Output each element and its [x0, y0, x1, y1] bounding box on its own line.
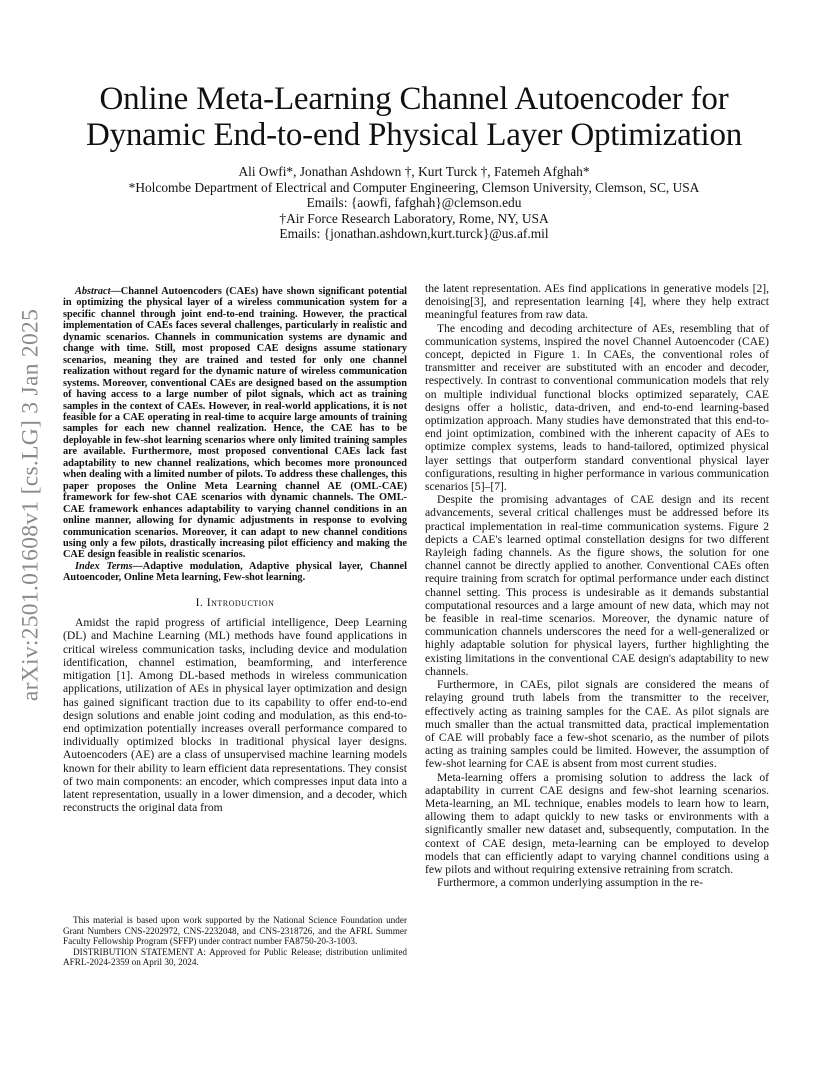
paragraph: Meta-learning offers a promising solution to address the lack of adaptability in current CAE designs and few-shot learning scenarios. Meta-learning, an ML technique, enables models to learn how to learn, allowing them to adapt quickly to new tasks or environments with a significantly smaller new dataset and, subsequently, computation. In the context of CAE design, meta-learning can be employed to develop models that can efficiently adapt to varying channel conditions using a few pilots and without requiring extensive retraining from scratch. [425, 770, 769, 876]
author-block [60, 164, 768, 242]
footnote-funding: This material is based upon work supported by the National Science Foundation under Grant Numbers CNS-2202972, CNS-2232048, and CNS-2318726, and the AFRL Summer Faculty Fellowship Program (SFFP) under contract number FA8750-20-3-1003. [63, 915, 407, 947]
paragraph: The encoding and decoding architecture of AEs, resembling that of communication systems, inspired the novel Channel Autoencoder (CAE) concept, depicted in Figure 1. In CAEs, the conventional roles of transmitter and receiver are substituted with an encoder and decoder, respectively. In contrast to conventional communication models that rely on multiple individual functional blocks optimized separately, CAE designs offer a holistic, data-driven, and end-to-end learning-based optimization approach. Many studies have demonstrated that this end-to-end joint optimization, combined with the inherent capacity of AEs to optimize complex systems, leads to hand-tailored, optimized physical layer settings that outperform standard conventional physical layer configurations, resulting in higher performance in various communication scenarios [5]–[7]. [425, 321, 769, 494]
paragraph: Amidst the rapid progress of artificial intelligence, Deep Learning (DL) and Machine Learning (ML) methods have found applications in critical wireless communication tasks, including device and modulation identification, channel estimation, beamforming, and interference mitigation [1]. Among DL-based methods in wireless communication applications, utilization of AEs in physical layer optimization and design has gained significant traction due to its capability to offer end-to-end design solutions and enable joint coding and modulation, as this end-to-end optimization potentially increases overall performance compared to individually optimized blocks in traditional physical layer designs. Autoencoders (AE) are a class of unsupervised machine learning models known for their ability to learn efficient data representations. They consist of two main components: an encoder, which compresses input data into a latent representation, usually in a lower dimension, and a decoder, which reconstructs the original data from [63, 616, 407, 815]
index-terms-label: Index Terms [75, 560, 133, 572]
affiliation-1: *Holcombe Department of Electrical and Computer Engineering, Clemson University, Clemson, SC, USA [128, 179, 700, 195]
paper-title-line-1: Online Meta-Learning Channel Autoencoder for [99, 81, 729, 117]
arxiv-identifier-stamp [14, 300, 48, 710]
arxiv-identifier-text: arXiv:2501.01608v1 [cs.LG] 3 Jan 2025 [17, 308, 44, 702]
affiliation-2: †Air Force Research Laboratory, Rome, NY, USA [279, 210, 549, 226]
footnote-distribution: DISTRIBUTION STATEMENT A: Approved for Public Release; distribution unlimited AFRL-2024-2359 on April 30, 2024. [63, 946, 407, 968]
abstract [63, 286, 407, 561]
left-column [63, 286, 407, 814]
right-column [425, 282, 769, 889]
paper-title-line-2: Dynamic End-to-end Physical Layer Optimization [85, 117, 743, 153]
abstract-label: Abstract [75, 286, 111, 297]
paragraph: Furthermore, in CAEs, pilot signals are considered the means of relaying ground truth labels from the transmitter to the receiver, effectively acting as training samples for the CAE. As pilot signals are much smaller than the actual transmitted data, practical implementation of CAE will probably face a few-shot scenario, as the number of pilots acting as training samples could be limited. However, the assumption of few-shot learning for CAE is absent from most current studies. [425, 678, 769, 771]
paragraph: Despite the promising advantages of CAE design and its recent advancements, several critical challenges must be addressed before its practical implementation in real-time communication systems. Figure 2 depicts a CAE's learned optimal constellation designs for two different Rayleigh fading channels. As the figure shows, the solution for one channel cannot be directly applied to another. Conventional CAEs often require training from scratch for optimal performance under each distinct channel setting. This process is undesirable as it demands substantial computational resources and a large amount of new data, which may not be feasible in real-time scenarios. Moreover, the dynamic nature of communication channels underscores the need for a well-generalized or highly adaptable solution for physical layers, further highlighting the existing limitations in the conventional CAE design's adaptability to new channels. [425, 493, 769, 678]
email-2: Emails: {jonathan.ashdown,kurt.turck}@us.af.mil [279, 226, 549, 241]
section-heading-introduction: I. Introduction [195, 595, 275, 609]
footnote [63, 915, 407, 968]
paragraph: the latent representation. AEs find applications in generative models [2], denoising[3], and representation learning [4], where they help extract meaningful features from raw data. [425, 282, 769, 322]
index-terms [63, 561, 407, 584]
introduction-body [63, 616, 407, 814]
author-names: Ali Owfi*, Jonathan Ashdown †, Kurt Turck †, Fatemeh Afghah* [238, 164, 590, 179]
email-1: Emails: {aowfi, fafghah}@clemson.edu [306, 195, 522, 210]
paragraph: Furthermore, a common underlying assumption in the re- [437, 876, 703, 890]
paper-title [60, 81, 768, 153]
index-terms-text: —Adaptive modulation, Adaptive physical layer, Channel Autoencoder, Online Meta learning, Few-shot learning. [63, 560, 407, 584]
abstract-text: —Channel Autoencoders (CAEs) have shown significant potential in optimizing the physical layer of a wireless communication system for a specific channel through joint end-to-end training. However, the practical implementation of CAEs faces several challenges, particularly in realistic and dynamic scenarios. Channels in communication systems are dynamic and change with time. Still, most proposed CAE designs assume stationary scenarios, meaning they are trained and tested for only one channel realization without regard for the dynamic nature of wireless communication systems. Moreover, conventional CAEs are designed based on the assumption of having access to a large number of pilot signals, which act as training samples in the context of CAEs. However, in real-world applications, it is not feasible for a CAE operating in real-time to acquire large amounts of training samples for each new channel realization. Hence, the CAE has to be deployable in few-shot learning scenarios where only limited training samples are available. Furthermore, most proposed conventional CAEs lack fast adaptability to new channel realizations, which becomes more pronounced when dealing with a limited number of pilots. To address these challenges, this paper proposes the Online Meta Learning channel AE (OML-CAE) framework for few-shot CAE scenarios with dynamic channels. The OML-CAE framework enhances adaptability to varying channel conditions in an online manner, allowing for dynamic adjustments in response to evolving communication scenarios. Moreover, it can adapt to new channel conditions using only a few pilots, drastically increasing pilot efficiency and making the CAE design feasible in realistic scenarios. [63, 286, 407, 561]
